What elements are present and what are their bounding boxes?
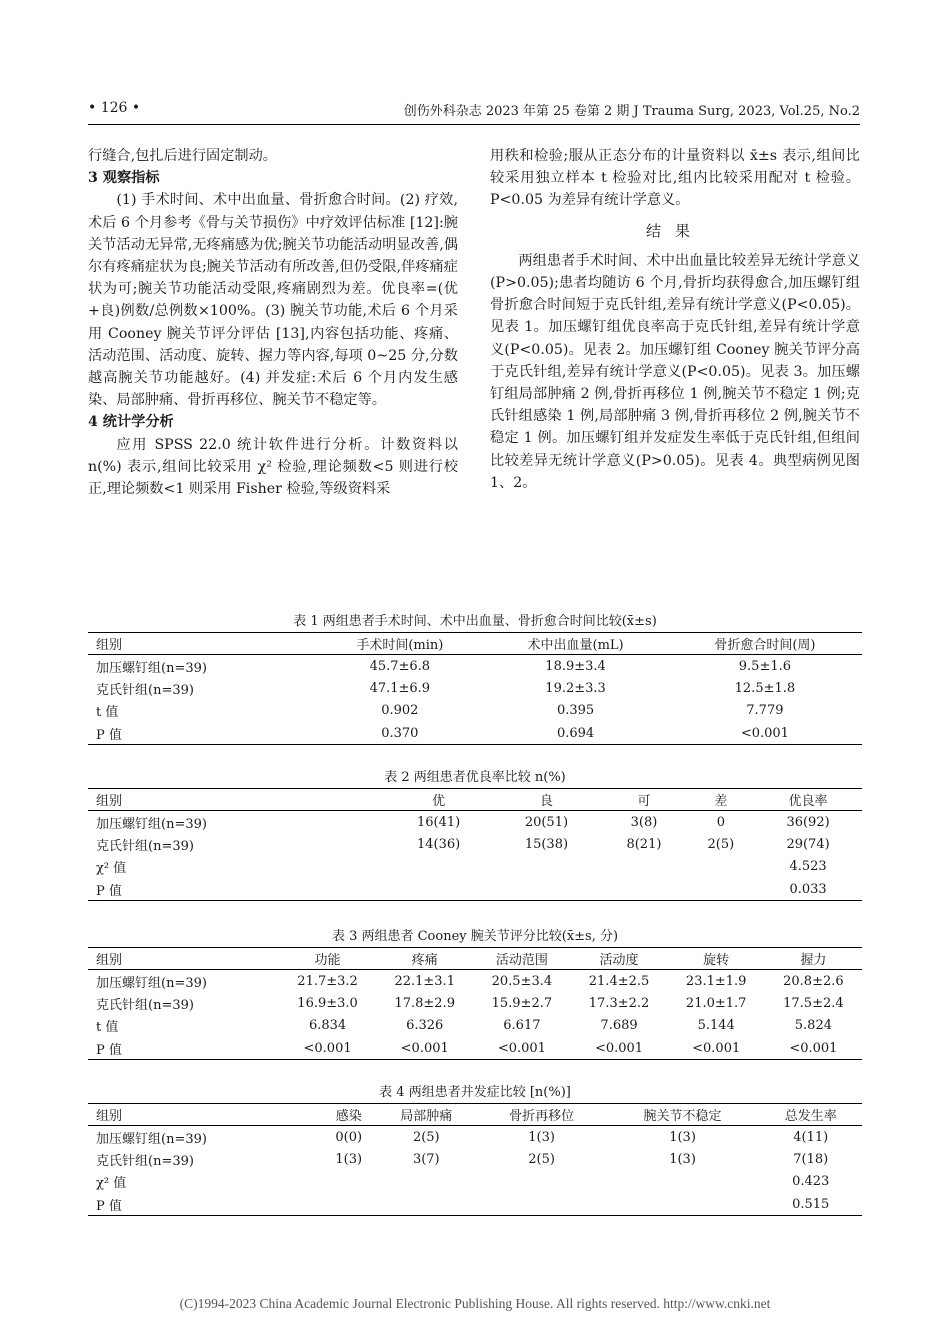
table-cell: 0.515: [792, 1196, 830, 1212]
table-cell: 克氏针组(n=39): [96, 682, 194, 698]
table-cell: <0.001: [789, 1040, 838, 1056]
table-row: [88, 677, 862, 699]
table-cell: 4.523: [789, 859, 827, 875]
table-cell: 15.9±2.7: [491, 995, 553, 1011]
table-cell: 6.834: [308, 1018, 347, 1034]
right-column: [490, 145, 860, 494]
table-row: [88, 970, 862, 993]
table-cell: P 值: [96, 1042, 122, 1058]
column-header: 握力: [765, 948, 862, 970]
table-row: [88, 878, 862, 901]
table-cell: 0.902: [381, 703, 419, 719]
table-cell: 2(5): [707, 836, 735, 852]
column-header: 可: [600, 789, 687, 811]
table-cell: 加压螺钉组(n=39): [96, 660, 207, 676]
table-row: [88, 856, 862, 878]
table-cell: <0.001: [594, 1040, 644, 1056]
table-cell: t 值: [96, 1020, 119, 1036]
table-row: [88, 1037, 862, 1060]
results-heading: 结果: [645, 221, 704, 240]
table-cell: 1(3): [335, 1151, 363, 1167]
table-cell: 加压螺钉组(n=39): [96, 975, 207, 991]
table-cell: [600, 856, 687, 878]
table-cell: 17.5±2.4: [783, 995, 844, 1011]
table-cell: 加压螺钉组(n=39): [96, 1131, 207, 1147]
table-cell: 9.5±1.6: [738, 658, 792, 674]
table-cell: 16.9±3.0: [297, 995, 358, 1011]
table-cell: 17.8±2.9: [394, 995, 455, 1011]
table-cell: 21.0±1.7: [685, 995, 747, 1011]
table-cell: [375, 1171, 478, 1193]
table-cell: 0: [716, 814, 725, 830]
table-cell: [493, 878, 601, 901]
table-cell: [606, 1171, 760, 1193]
header-rule: [88, 124, 860, 125]
table-cell: 7(18): [793, 1151, 829, 1167]
table-cell: 克氏针组(n=39): [96, 997, 194, 1013]
table-cell: 14(36): [416, 836, 461, 852]
table-cell: [688, 878, 755, 901]
table-cell: 1(3): [669, 1129, 696, 1145]
table-cell: [606, 1193, 760, 1216]
table-row: [88, 655, 862, 678]
table-cell: 3(8): [630, 814, 658, 830]
table-cell: P 值: [96, 883, 122, 899]
table-cell: 1(3): [528, 1129, 555, 1145]
data-table: [88, 632, 862, 745]
data-table: [88, 1103, 862, 1216]
table-cell: [385, 878, 493, 901]
table-cell: [322, 1193, 375, 1216]
table-cell: 16(41): [416, 814, 461, 830]
table-cell: 20.5±3.4: [491, 973, 553, 989]
column-header: 组别: [88, 633, 316, 655]
column-header: 差: [688, 789, 755, 811]
table-cell: 12.5±1.8: [734, 680, 796, 696]
table-cell: 5.824: [794, 1018, 832, 1034]
table-row: [88, 833, 862, 855]
table-cell: 7.779: [746, 703, 784, 719]
table-cell: 21.7±3.2: [297, 973, 358, 989]
table-row: [88, 722, 862, 745]
table-cell: <0.001: [740, 725, 789, 741]
column-header: 活动度: [570, 948, 667, 970]
column-header: 组别: [88, 1104, 322, 1126]
table-cell: 0.395: [556, 703, 595, 719]
table-row: [88, 700, 862, 722]
table-cell: 0(0): [335, 1129, 363, 1145]
table-cell: <0.001: [497, 1040, 546, 1056]
table-cell: 0.033: [789, 881, 827, 897]
table-title: 表 1 两组患者手术时间、术中出血量、骨折愈合时间比较(x̄±s): [293, 614, 657, 629]
table-4: [88, 1083, 862, 1216]
column-header: 组别: [88, 948, 279, 970]
table-cell: χ² 值: [96, 1176, 127, 1192]
table-cell: 0.423: [792, 1174, 830, 1190]
table-cell: 15(38): [524, 836, 569, 852]
table-2: [88, 768, 862, 901]
table-cell: 1(3): [669, 1151, 696, 1167]
table-cell: [375, 1193, 478, 1216]
table-cell: 17.3±2.2: [588, 995, 650, 1011]
column-header: 总发生率: [759, 1104, 862, 1126]
table-cell: 6.617: [503, 1018, 541, 1034]
table-title: 表 4 两组患者并发症比较 [n(%)]: [379, 1085, 571, 1100]
table-row: [88, 1171, 862, 1193]
table-cell: 47.1±6.9: [369, 680, 431, 696]
table-cell: [493, 856, 601, 878]
table-cell: 克氏针组(n=39): [96, 838, 194, 854]
column-header: 疼痛: [376, 948, 473, 970]
table-cell: 3(7): [412, 1151, 440, 1167]
table-row: [88, 1015, 862, 1037]
table-1: [88, 612, 862, 745]
table-cell: 45.7±6.8: [369, 658, 431, 674]
table-3: [88, 927, 862, 1060]
table-cell: 20(51): [524, 814, 569, 830]
table-cell: 21.4±2.5: [588, 973, 650, 989]
table-row: [88, 1126, 862, 1149]
table-cell: 加压螺钉组(n=39): [96, 816, 207, 832]
paragraph-results: 两组患者手术时间、术中出血量比较差异无统计学意义(P>0.05);患者均随访 6 个月,骨折均获得愈合,加压螺钉组骨折愈合时间短于克氏针组,差异有统计学意义(P<0.05)。见表 1。加压螺钉组优良率高于克氏针组,差异有统计学意义(P<0.05)。见表 2。加压螺钉组 Cooney 腕关节评分高于克氏针组,差异有统计学意义(P<0.05)。见表 3。加压螺钉组局部肿痛 2 例,骨折再移位 1 例,腕关节不稳定 1 例;克氏针组感染 1 例,局部肿痛 3 例,骨折再移位 2 例,腕关节不稳定 1 例。加压螺钉组并发症发生率低于克氏针组,但组间比较差异无统计学意义(P>0.05)。见表 4。典型病例见图 1、2。: [490, 252, 860, 491]
table-cell: [478, 1171, 606, 1193]
table-cell: χ² 值: [96, 861, 127, 877]
table-cell: 4(11): [793, 1129, 829, 1145]
paragraph: 行缝合,包扎后进行固定制动。: [88, 148, 277, 164]
table-row: [88, 1148, 862, 1170]
column-header: 感染: [322, 1104, 375, 1126]
table-cell: 19.2±3.3: [545, 680, 606, 696]
table-cell: <0.001: [692, 1040, 741, 1056]
paragraph: 用秩和检验;服从正态分布的计量资料以 x̄±s 表示,组间比较采用独立样本 t 检验对比,组内比较采用配对 t 检验。P<0.05 为差异有统计学意义。: [490, 148, 860, 209]
copyright-footer: (C)1994-2023 China Academic Journal Electronic Publishing House. All rights reserved. http://www.cnki.net: [179, 1296, 771, 1311]
column-header: 优良率: [754, 789, 862, 811]
column-header: 功能: [279, 948, 376, 970]
data-table: [88, 788, 862, 901]
table-row: [88, 1193, 862, 1216]
column-header: 骨折愈合时间(周): [668, 633, 862, 655]
table-row: [88, 811, 862, 834]
table-cell: 29(74): [786, 836, 830, 852]
table-cell: 8(21): [626, 836, 662, 852]
table-cell: [688, 856, 755, 878]
table-cell: 0.370: [381, 725, 419, 741]
table-title: 表 2 两组患者优良率比较 n(%): [384, 770, 566, 785]
column-header: 手术时间(min): [316, 633, 483, 655]
column-header: 组别: [88, 789, 385, 811]
table-cell: 20.8±2.6: [783, 973, 844, 989]
table-cell: [600, 878, 687, 901]
table-cell: 克氏针组(n=39): [96, 1153, 194, 1169]
column-header: 优: [385, 789, 493, 811]
column-header: 活动范围: [473, 948, 570, 970]
column-header: 旋转: [668, 948, 765, 970]
table-cell: 2(5): [412, 1129, 440, 1145]
table-cell: 18.9±3.4: [545, 658, 606, 674]
table-cell: 7.689: [600, 1018, 638, 1034]
paragraph-observation: (1) 手术时间、术中出血量、骨折愈合时间。(2) 疗效,术后 6 个月参考《骨与关节损伤》中疗效评估标准 [12]:腕关节活动无异常,无疼痛感为优;腕关节功能活动明显改善,偶尔有疼痛症状为良;腕关节活动有所改善,但仍受限,伴疼痛症状为可;腕关节功能活动受限,疼痛剧烈为差。优良率=(优+良)例数/总例数×100%。(3) 腕关节功能,术后 6 个月采用 Cooney 腕关节评分评估 [13],内容包括功能、疼痛、活动范围、活动度、旋转、握力等内容,每项 0~25 分,分数越高腕关节功能越好。(4) 并发症:术后 6 个月内发生感染、局部肿痛、骨折再移位、腕关节不稳定等。: [88, 192, 458, 409]
table-cell: [322, 1171, 375, 1193]
table-cell: <0.001: [400, 1040, 449, 1056]
column-header: 腕关节不稳定: [606, 1104, 760, 1126]
section-heading-3: 3 观察指标: [88, 170, 160, 187]
table-cell: 36(92): [786, 814, 830, 830]
table-cell: 5.144: [697, 1018, 735, 1034]
left-column: [88, 145, 458, 500]
column-header: 局部肿痛: [375, 1104, 478, 1126]
table-cell: P 值: [96, 727, 122, 743]
table-cell: t 值: [96, 705, 119, 721]
table-cell: 23.1±1.9: [685, 973, 747, 989]
section-heading-4: 4 统计学分析: [88, 414, 174, 431]
paragraph-statistics: 应用 SPSS 22.0 统计软件进行分析。计数资料以 n(%) 表示,组间比较采用 χ² 检验,理论频数<5 则进行校正,理论频数<1 则采用 Fisher 检验,等级资料采: [88, 436, 458, 498]
table-cell: 6.326: [406, 1018, 444, 1034]
table-title: 表 3 两组患者 Cooney 腕关节评分比较(x̄±s, 分): [331, 929, 619, 944]
table-cell: [478, 1193, 606, 1216]
table-cell: [385, 856, 493, 878]
column-header: 骨折再移位: [478, 1104, 606, 1126]
page-number: • 126 •: [88, 100, 141, 116]
table-cell: 2(5): [528, 1151, 555, 1167]
table-cell: 0.694: [556, 725, 595, 741]
column-header: 良: [493, 789, 601, 811]
table-cell: P 值: [96, 1198, 122, 1214]
journal-header: 创伤外科杂志 2023 年第 25 卷第 2 期 J Trauma Surg, 2023, Vol.25, No.2: [403, 104, 860, 119]
table-cell: <0.001: [303, 1040, 352, 1056]
data-table: [88, 947, 862, 1060]
table-cell: 22.1±3.1: [394, 973, 455, 989]
table-row: [88, 992, 862, 1014]
column-header: 术中出血量(mL): [483, 633, 667, 655]
